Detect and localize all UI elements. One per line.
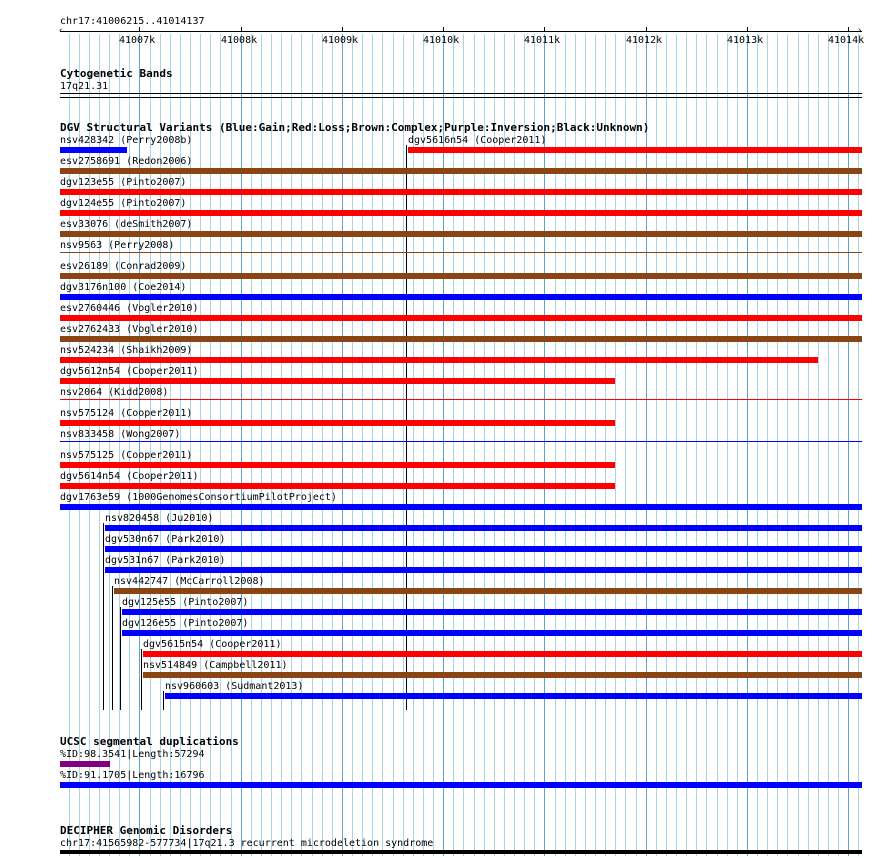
segdup-feature-label[interactable]: %ID:98.3541|Length:57294 [60,749,205,760]
dgv-feature-label[interactable]: esv26189 (Conrad2009) [60,261,187,272]
dgv-feature-label[interactable]: dgv531n67 (Park2010) [105,555,226,566]
grid-line-minor [413,34,414,856]
dgv-track-title[interactable]: DGV Structural Variants (Blue:Gain;Red:Loss;Brown:Complex;Purple:Inversion;Black:Unknown) [60,121,650,134]
grid-line-minor [393,34,394,856]
dgv-feature-bar[interactable] [60,441,862,442]
grid-line-major [747,34,748,856]
dgv-feature-label[interactable]: dgv5612n54 (Cooper2011) [60,366,199,377]
dgv-feature-connector [163,691,164,710]
dgv-feature-bar[interactable] [60,315,862,321]
grid-line-minor [676,34,677,856]
dgv-feature-label[interactable]: nsv524234 (Shaikh2009) [60,345,193,356]
dgv-feature-bar[interactable] [60,462,615,468]
grid-line-minor [261,34,262,856]
grid-line-minor [322,34,323,856]
ruler-tick [747,27,748,32]
ruler-tick-label: 41007k [119,35,156,46]
dgv-feature-bar[interactable] [143,651,862,657]
cytoband-line-bottom [60,97,862,98]
grid-line-minor [372,34,373,856]
grid-line-minor [585,34,586,856]
grid-line-minor [615,34,616,856]
ruler-tick-label: 41013k [727,35,764,46]
grid-line-minor [463,34,464,856]
dgv-feature-label[interactable]: nsv428342 (Perry2008b) [60,135,193,146]
dgv-feature-bar[interactable] [60,231,862,237]
dgv-feature-bar[interactable] [143,672,862,678]
dgv-feature-label[interactable]: nsv2064 (Kidd2008) [60,387,169,398]
dgv-feature-bar[interactable] [122,609,862,615]
grid-line-minor [555,34,556,856]
dgv-feature-bar[interactable] [60,294,862,300]
ruler-location: chr17:41006215..41014137 [60,16,205,27]
dgv-feature-bar[interactable] [114,588,862,594]
grid-line-minor [686,34,687,856]
dgv-feature-label[interactable]: nsv820458 (Ju2010) [105,513,214,524]
grid-line-minor [352,34,353,856]
dgv-feature-label[interactable]: dgv5616n54 (Cooper2011) [408,135,547,146]
grid-line-minor [474,34,475,856]
grid-line-major [646,34,647,856]
dgv-feature-connector [141,670,142,710]
dgv-feature-label[interactable]: esv2760446 (Vogler2010) [60,303,199,314]
dgv-feature-bar[interactable] [165,693,862,699]
ruler-tick [342,27,343,32]
dgv-feature-label[interactable]: dgv126e55 (Pinto2007) [122,618,249,629]
dgv-feature-label[interactable]: nsv514849 (Campbell2011) [143,660,288,671]
ruler-tick [544,27,545,32]
grid-line-minor [312,34,313,856]
grid-line-minor [818,34,819,856]
dgv-feature-connector [112,586,113,710]
grid-line-minor [575,34,576,856]
grid-line-minor [210,34,211,856]
ruler-tick-label: 41010k [423,35,460,46]
dgv-feature-label[interactable]: nsv833458 (Wong2007) [60,429,181,440]
dgv-feature-label[interactable]: nsv960603 (Sudmant2013) [165,681,304,692]
dgv-feature-bar[interactable] [60,483,615,489]
dgv-feature-bar[interactable] [60,336,862,342]
dgv-feature-bar[interactable] [408,147,862,153]
grid-line-minor [605,34,606,856]
dgv-feature-label[interactable]: dgv1763e59 (1000GenomesConsortiumPilotProject) [60,492,337,503]
grid-line-minor [534,34,535,856]
grid-line-minor [332,34,333,856]
grid-line-minor [625,34,626,856]
grid-line-minor [494,34,495,856]
grid-line-minor [737,34,738,856]
grid-line-minor [757,34,758,856]
dgv-feature-connector [103,565,104,710]
grid-line-minor [524,34,525,856]
ruler-right-arrow-icon: › [857,26,863,36]
dgv-feature-bar[interactable] [60,420,615,426]
grid-line-major [342,34,343,856]
dgv-feature-bar[interactable] [60,399,862,400]
ruler-tick-label: 41011k [524,35,561,46]
dgv-feature-bar[interactable] [105,525,862,531]
ruler-axis [60,31,862,32]
grid-line-minor [828,34,829,856]
dgv-feature-label[interactable]: dgv5615n54 (Cooper2011) [143,639,282,650]
dgv-feature-label[interactable]: esv2762433 (Vogler2010) [60,324,199,335]
dgv-feature-label[interactable]: dgv5614n54 (Cooper2011) [60,471,199,482]
dgv-feature-connector [120,628,121,710]
dgv-feature-bar[interactable] [60,378,615,384]
decipher-feature-label[interactable]: chr17:41565982-577734|17q21.3 recurrent microdeletion syndrome [60,838,434,849]
dgv-feature-bar[interactable] [105,567,862,573]
dgv-feature-bar[interactable] [60,357,818,363]
cytoband-track-title[interactable]: Cytogenetic Bands [60,67,173,80]
grid-line-minor [271,34,272,856]
grid-line-minor [798,34,799,856]
grid-line-minor [717,34,718,856]
grid-line-minor [595,34,596,856]
dgv-feature-label[interactable]: dgv124e55 (Pinto2007) [60,198,187,209]
grid-line-minor [514,34,515,856]
grid-line-minor [777,34,778,856]
grid-line-minor [727,34,728,856]
decipher-feature-bar[interactable] [60,850,862,854]
grid-line-minor [251,34,252,856]
grid-line-minor [858,34,859,856]
dgv-feature-label[interactable]: dgv530n67 (Park2010) [105,534,226,545]
cytoband-line-top [60,93,862,94]
dgv-feature-label[interactable]: dgv3176n100 (Coe2014) [60,282,187,293]
grid-line-minor [808,34,809,856]
dgv-feature-bar[interactable] [60,504,862,510]
ruler-tick [848,27,849,32]
grid-line-minor [231,34,232,856]
grid-line-minor [301,34,302,856]
ruler-tick-label: 41012k [626,35,663,46]
ruler-tick-label: 41008k [221,35,258,46]
grid-line-minor [696,34,697,856]
dgv-feature-label[interactable]: dgv125e55 (Pinto2007) [122,597,249,608]
grid-line-minor [484,34,485,856]
grid-line-minor [767,34,768,856]
dgv-feature-label[interactable]: dgv123e55 (Pinto2007) [60,177,187,188]
cytoband-label[interactable]: 17q21.31 [60,81,109,92]
ruler-tick [646,27,647,32]
ruler-tick [139,27,140,32]
grid-line-minor [787,34,788,856]
dgv-feature-bar[interactable] [105,546,862,552]
dgv-feature-label[interactable]: esv33076 (deSmith2007) [60,219,193,230]
dgv-feature-bar[interactable] [60,189,862,195]
decipher-track-title[interactable]: DECIPHER Genomic Disorders [60,824,233,837]
ruler-tick [241,27,242,32]
ruler-left-arrow-icon: ‹ [58,26,64,36]
segdup-feature-bar[interactable] [60,761,110,767]
grid-line-major [848,34,849,856]
dgv-feature-label[interactable]: nsv442747 (McCarroll2008) [114,576,265,587]
grid-line-minor [291,34,292,856]
segdup-feature-bar[interactable] [60,782,862,788]
grid-line-minor [220,34,221,856]
grid-line-minor [403,34,404,856]
grid-line-minor [636,34,637,856]
grid-line-minor [706,34,707,856]
grid-line-minor [838,34,839,856]
dgv-feature-label[interactable]: nsv575125 (Cooper2011) [60,450,193,461]
segdup-feature-label[interactable]: %ID:91.1705|Length:16796 [60,770,205,781]
grid-line-minor [281,34,282,856]
grid-line-major [544,34,545,856]
grid-line-minor [565,34,566,856]
dgv-feature-label[interactable]: nsv9563 (Perry2008) [60,240,175,251]
dgv-feature-connector [406,145,407,710]
grid-line-minor [453,34,454,856]
dgv-feature-bar[interactable] [60,273,862,279]
grid-line-minor [433,34,434,856]
grid-line-minor [656,34,657,856]
grid-line-minor [423,34,424,856]
grid-line-minor [200,34,201,856]
dgv-feature-bar[interactable] [60,147,127,153]
grid-line-minor [666,34,667,856]
dgv-feature-bar[interactable] [60,168,862,174]
grid-line-major [241,34,242,856]
grid-line-minor [362,34,363,856]
grid-line-minor [504,34,505,856]
dgv-feature-label[interactable]: nsv575124 (Cooper2011) [60,408,193,419]
grid-line-minor [382,34,383,856]
dgv-feature-bar[interactable] [60,210,862,216]
dgv-feature-label[interactable]: esv2758691 (Redon2006) [60,156,193,167]
segdup-track-title[interactable]: UCSC segmental duplications [60,735,239,748]
dgv-feature-bar[interactable] [122,630,862,636]
ruler-tick-label: 41009k [322,35,359,46]
dgv-feature-bar[interactable] [60,252,862,253]
ruler-tick [443,27,444,32]
ruler-tick-label: 41014k [828,35,865,46]
grid-line-major [443,34,444,856]
